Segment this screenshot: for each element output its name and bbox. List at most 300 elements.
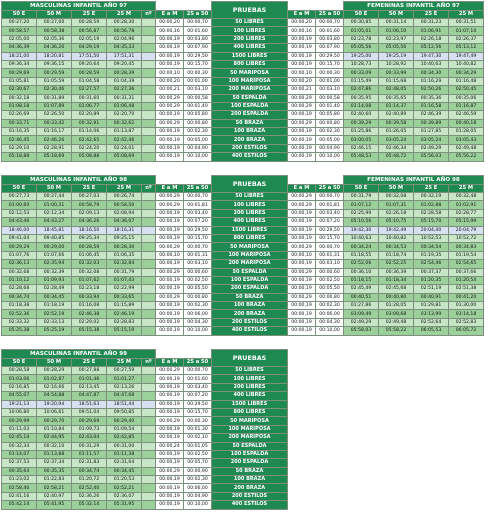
conversion-cell: 00:00,20 — [288, 77, 316, 85]
conversion-cell: 00:02,30 — [184, 476, 212, 484]
event-name: 50 ESPALDA — [212, 94, 288, 102]
time-cell: 01:23,02 — [2, 476, 37, 484]
conversion-cell: 00:05,50 — [184, 285, 212, 293]
event-name: 200 ESTILOS — [212, 144, 288, 152]
time-cell: 00:28,58 — [2, 367, 37, 375]
time-cell: 01:20,53 — [107, 476, 142, 484]
time-cell: 02:20,70 — [107, 111, 142, 119]
event-name: 400 ESTILOS — [212, 153, 288, 161]
event-name: 50 BRAZA — [212, 293, 288, 301]
conversion-cell: 00:00,19 — [288, 144, 316, 152]
time-cell: 02:05,00 — [2, 35, 37, 43]
table-row — [2, 44, 484, 52]
number-cell — [142, 260, 156, 268]
conversion-cell: 00:00,24 — [156, 442, 184, 450]
column-header: 25 M — [449, 11, 484, 19]
column-header: 25 E — [414, 11, 449, 19]
time-cell: 17:51,31 — [107, 52, 142, 60]
time-cell: 00:29,69 — [72, 417, 107, 425]
column-header: 50 M — [379, 185, 414, 193]
conversion-cell: 00:00,29 — [288, 268, 316, 276]
conversion-cell: 00:00,19 — [156, 327, 184, 335]
time-cell: 05:12,56 — [414, 44, 449, 52]
table-row — [2, 442, 288, 450]
time-cell: 01:28,05 — [449, 128, 484, 136]
number-cell — [142, 119, 156, 127]
number-cell — [142, 19, 156, 27]
conversion-cell: 00:00,19 — [288, 285, 316, 293]
time-cell: 00:34,24 — [344, 243, 379, 251]
time-cell: 19:21,13 — [2, 400, 37, 408]
event-name: 400 ESTILOS — [212, 501, 288, 509]
time-cell: 00:26,74 — [107, 193, 142, 201]
conversion-cell: 00:00,70 — [316, 193, 344, 201]
conversion-cell: 00:03,40 — [184, 383, 212, 391]
time-cell: 00:27,44 — [37, 193, 72, 201]
number-cell — [142, 383, 156, 391]
time-cell: 05:18,88 — [2, 153, 37, 161]
number-cell — [142, 86, 156, 94]
time-cell: 01:18,38 — [2, 302, 37, 310]
conversion-cell: 00:00,29 — [156, 268, 184, 276]
number-cell — [142, 251, 156, 259]
conversion-cell: 00:00,29 — [288, 293, 316, 301]
time-cell: 19:25,00 — [344, 52, 379, 60]
event-name: 100 MARIPOSA — [212, 77, 288, 85]
conversion-cell: 00:03,80 — [184, 35, 212, 43]
time-cell: 02:24,20 — [72, 144, 107, 152]
conversion-cell: 00:02,50 — [184, 276, 212, 284]
conversion-cell: 00:00,19 — [288, 35, 316, 43]
conversion-cell: 00:00,19 — [156, 60, 184, 68]
event-name: 50 ESPALDA — [212, 442, 288, 450]
number-cell — [142, 94, 156, 102]
time-cell: 02:50,26 — [414, 86, 449, 94]
time-cell: 20:04,79 — [449, 226, 484, 234]
number-cell — [142, 226, 156, 234]
conversion-cell: 00:00,30 — [184, 69, 212, 77]
conversion-cell: 00:04,90 — [184, 144, 212, 152]
event-name: 200 BRAZA — [212, 136, 288, 144]
conversion-cell: 00:05,00 — [184, 136, 212, 144]
time-cell: 02:58,21 — [37, 484, 72, 492]
time-cell: 02:43,04 — [72, 434, 107, 442]
conversion-cell: 00:15,70 — [184, 60, 212, 68]
number-cell — [142, 459, 156, 467]
time-cell: 09:25,15 — [107, 234, 142, 242]
conversion-cell: 00:01,31 — [184, 251, 212, 259]
number-cell — [142, 417, 156, 425]
time-cell: 05:25,38 — [2, 327, 37, 335]
time-cell: 05:58,03 — [344, 327, 379, 335]
time-cell: 02:32,03 — [72, 260, 107, 268]
conversion-cell: 00:00,19 — [288, 128, 316, 136]
conversion-cell: 00:03,10 — [316, 260, 344, 268]
time-cell: 00:40,80 — [379, 293, 414, 301]
time-cell: 00:31,89 — [37, 94, 72, 102]
time-cell: 02:26,69 — [2, 111, 37, 119]
time-cell: 00:32,91 — [72, 119, 107, 127]
conversion-cell: 00:00,29 — [156, 193, 184, 201]
time-cell: 02:23,78 — [344, 35, 379, 43]
column-header: 25 a 50 — [184, 11, 212, 19]
conversion-cell: 00:07,20 — [184, 392, 212, 400]
time-cell: 20:04,40 — [414, 226, 449, 234]
number-cell — [142, 128, 156, 136]
time-cell: 01:03,06 — [2, 375, 37, 383]
conversion-cell: 00:00,21 — [288, 86, 316, 94]
conversion-cell: 00:00,19 — [156, 383, 184, 391]
conversion-cell: 00:00,19 — [156, 276, 184, 284]
time-cell: 01:02,91 — [449, 201, 484, 209]
conversion-cell: 00:00,29 — [156, 102, 184, 110]
conversion-cell: 00:00,29 — [156, 94, 184, 102]
number-cell — [142, 450, 156, 458]
table-row — [2, 417, 288, 425]
conversion-cell: 00:00,16 — [288, 27, 316, 35]
number-cell — [142, 102, 156, 110]
time-cell: 02:42,85 — [107, 434, 142, 442]
conversion-cell: 00:00,19 — [156, 492, 184, 500]
time-cell: 19:47,49 — [449, 52, 484, 60]
conversion-cell: 00:05,80 — [184, 111, 212, 119]
time-cell: 00:32,19 — [414, 193, 449, 201]
event-name: 100 ESPALDA — [212, 102, 288, 110]
table-row — [2, 77, 484, 85]
time-cell: 05:56,22 — [449, 153, 484, 161]
time-cell: 00:35,35 — [37, 467, 72, 475]
time-cell: 10:52,53 — [414, 234, 449, 242]
conversion-cell: 00:02,50 — [316, 276, 344, 284]
time-cell: 09:36,34 — [2, 60, 37, 68]
time-cell: 02:25,99 — [344, 209, 379, 217]
conversion-cell: 00:00,19 — [288, 226, 316, 234]
conversion-cell: 00:10,00 — [184, 153, 212, 161]
conversion-cell: 00:01,00 — [184, 77, 212, 85]
time-cell: 01:05,81 — [2, 77, 37, 85]
conversion-cell: 00:00,58 — [316, 94, 344, 102]
time-cell: 01:06,35 — [107, 251, 142, 259]
conversion-cell: 00:00,19 — [156, 153, 184, 161]
time-cell: 00:58,50 — [107, 201, 142, 209]
time-cell: 00:33,94 — [72, 293, 107, 301]
event-name: 100 LIBRES — [212, 375, 288, 383]
time-cell: 02:54,46 — [414, 260, 449, 268]
time-cell: 01:05,01 — [344, 27, 379, 35]
table-row — [2, 383, 288, 391]
conversion-cell: 00:00,10 — [156, 251, 184, 259]
number-cell — [142, 35, 156, 43]
time-cell: 00:34,30 — [414, 69, 449, 77]
time-cell: 02:27,57 — [72, 86, 107, 94]
time-cell: 00:34,83 — [449, 243, 484, 251]
time-cell: 00:31,60 — [72, 94, 107, 102]
time-cell: 00:32,39 — [37, 268, 72, 276]
time-cell: 00:32,62 — [107, 119, 142, 127]
conversion-cell: 00:00,29 — [156, 201, 184, 209]
time-cell: 18:20,81 — [37, 52, 72, 60]
number-cell — [142, 218, 156, 226]
number-cell — [142, 400, 156, 408]
time-cell: 05:32,14 — [72, 501, 107, 509]
time-cell: 00:34,53 — [379, 243, 414, 251]
time-cell: 00:58,38 — [37, 27, 72, 35]
table-row — [2, 367, 288, 375]
conversion-cell: 00:04,30 — [316, 318, 344, 326]
time-cell: 01:22,83 — [37, 476, 72, 484]
time-cell: 05:56,03 — [414, 153, 449, 161]
time-cell: 01:11,57 — [72, 450, 107, 458]
event-name: 800 LIBRES — [212, 60, 288, 68]
time-cell: 01:13,87 — [107, 128, 142, 136]
number-cell — [142, 476, 156, 484]
number-cell — [142, 69, 156, 77]
time-cell: 00:35,64 — [2, 467, 37, 475]
table-row — [2, 19, 484, 27]
conversion-cell: 00:00,29 — [288, 243, 316, 251]
time-cell: 00:56,78 — [107, 27, 142, 35]
time-cell: 01:07,66 — [37, 251, 72, 259]
time-cell: 02:33,32 — [2, 318, 37, 326]
conversion-cell: 00:00,29 — [288, 119, 316, 127]
conversion-cell: 00:00,29 — [156, 119, 184, 127]
time-cell: 01:13,88 — [37, 450, 72, 458]
number-cell — [142, 293, 156, 301]
conversion-cell: 00:00,19 — [156, 144, 184, 152]
time-cell: 05:15,38 — [72, 327, 107, 335]
conversion-cell: 00:04,90 — [184, 492, 212, 500]
time-cell: 01:07,10 — [449, 27, 484, 35]
time-cell: 09:20,64 — [72, 60, 107, 68]
time-cell: 02:46,26 — [37, 136, 72, 144]
time-cell: 01:04,39 — [107, 77, 142, 85]
conversion-cell: 00:05,50 — [316, 285, 344, 293]
time-cell: 01:01,27 — [107, 375, 142, 383]
time-cell: 01:20,72 — [72, 476, 107, 484]
event-name: 50 MARIPOSA — [212, 417, 288, 425]
time-cell: 01:01,46 — [72, 375, 107, 383]
column-header: 25 M — [449, 185, 484, 193]
conversion-cell: 00:00,19 — [156, 484, 184, 492]
conversion-cell: 00:00,19 — [156, 476, 184, 484]
conversion-cell: 00:03,10 — [184, 260, 212, 268]
time-cell: 01:04,58 — [72, 77, 107, 85]
conversion-cell: 00:00,20 — [288, 19, 316, 27]
time-cell: 02:20,89 — [72, 111, 107, 119]
number-cell — [142, 318, 156, 326]
time-cell: 00:27,00 — [37, 19, 72, 27]
time-cell: 05:10,75 — [379, 218, 414, 226]
time-cell: 02:26,50 — [37, 111, 72, 119]
table-infantil-98 — [1, 175, 484, 336]
table-row — [2, 201, 484, 209]
spacer — [156, 350, 212, 359]
conversion-cell: 00:00,19 — [156, 44, 184, 52]
conversion-cell: 00:03,40 — [316, 209, 344, 217]
column-header: 25 M — [107, 359, 142, 367]
time-cell: 02:46,19 — [107, 310, 142, 318]
conversion-cell: 00:01,60 — [184, 27, 212, 35]
event-name: 200 ESTILOS — [212, 492, 288, 500]
time-cell: 02:36,26 — [72, 492, 107, 500]
time-cell: 00:34,54 — [414, 243, 449, 251]
time-cell: 00:29,70 — [37, 417, 72, 425]
conversion-cell: 00:00,19 — [156, 318, 184, 326]
time-cell: 00:33,09 — [344, 69, 379, 77]
table-row — [2, 260, 484, 268]
right-title: FEMENINAS INFANTIL AÑO 97 — [344, 2, 484, 11]
time-cell: 02:51,38 — [449, 285, 484, 293]
time-cell: 02:31,64 — [107, 459, 142, 467]
conversion-cell: 00:07,90 — [316, 44, 344, 52]
event-name: 200 LIBRES — [212, 383, 288, 391]
time-cell: 02:35,94 — [37, 260, 72, 268]
column-header: 25 M — [107, 185, 142, 193]
time-cell: 05:41,95 — [37, 501, 72, 509]
left-title: MASCULINAS INFANTIL AÑO 98 — [2, 176, 156, 185]
time-cell: 01:11,38 — [107, 450, 142, 458]
conversion-cell: 00:01,31 — [316, 251, 344, 259]
time-cell: 00:35,06 — [449, 94, 484, 102]
event-name: 800 LIBRES — [212, 408, 288, 416]
time-cell: 00:37,37 — [414, 268, 449, 276]
time-cell: 03:05,43 — [449, 136, 484, 144]
time-cell: 17:51,50 — [72, 52, 107, 60]
conversion-cell: 00:15,70 — [316, 234, 344, 242]
time-cell: 02:04,96 — [107, 35, 142, 43]
conversion-cell: 00:05,70 — [184, 459, 212, 467]
time-cell: 00:58,57 — [2, 27, 37, 35]
conversion-cell: 00:00,19 — [288, 260, 316, 268]
table-row — [2, 327, 484, 335]
column-header: E a M — [156, 185, 184, 193]
time-cell: 01:07,76 — [2, 251, 37, 259]
table-row — [2, 276, 484, 284]
time-cell: 03:05,24 — [379, 136, 414, 144]
time-cell: 09:40,85 — [37, 234, 72, 242]
time-cell: 18:16,50 — [72, 226, 107, 234]
number-cell — [142, 327, 156, 335]
time-cell: 01:06,10 — [379, 27, 414, 35]
conversion-cell: 00:00,70 — [316, 19, 344, 27]
times-table — [1, 175, 484, 336]
time-cell: 00:32,18 — [2, 94, 37, 102]
time-cell: 00:31,14 — [379, 19, 414, 27]
conversion-cell: 00:15,70 — [184, 234, 212, 242]
conversion-cell: 00:00,19 — [156, 234, 184, 242]
number-cell — [142, 501, 156, 509]
conversion-cell: 00:01,40 — [184, 102, 212, 110]
column-header: 50 M — [379, 11, 414, 19]
time-cell: 09:50,85 — [107, 408, 142, 416]
conversion-cell: 00:03,10 — [316, 86, 344, 94]
event-name: 100 MARIPOSA — [212, 425, 288, 433]
time-cell: 02:42,46 — [107, 136, 142, 144]
conversion-cell: 00:00,30 — [184, 417, 212, 425]
time-cell: 05:15,99 — [449, 218, 484, 226]
time-cell: 04:36,39 — [2, 44, 37, 52]
table-row — [2, 293, 484, 301]
time-cell: 01:20,54 — [449, 276, 484, 284]
conversion-cell: 00:06,00 — [316, 310, 344, 318]
conversion-cell: 00:00,20 — [156, 77, 184, 85]
time-cell: 00:29,40 — [107, 417, 142, 425]
conversion-cell: 00:10,00 — [316, 327, 344, 335]
column-header: 25 a 50 — [316, 185, 344, 193]
event-name: 400 LIBRES — [212, 44, 288, 52]
time-cell: 10:40,82 — [379, 234, 414, 242]
time-cell: 01:27,85 — [414, 128, 449, 136]
conversion-cell: 00:00,29 — [288, 193, 316, 201]
conversion-cell: 00:00,19 — [156, 392, 184, 400]
times-table — [1, 1, 484, 162]
event-name: 50 BRAZA — [212, 119, 288, 127]
conversion-cell: 00:00,29 — [156, 293, 184, 301]
time-cell: 09:41,04 — [2, 234, 37, 242]
time-cell: 04:36,07 — [107, 218, 142, 226]
time-cell: 05:18,69 — [37, 153, 72, 161]
event-name: 200 LIBRES — [212, 209, 288, 217]
left-title: MASCULINAS INFANTIL AÑO 99 — [2, 350, 156, 359]
time-cell: 02:32,84 — [107, 260, 142, 268]
conversion-cell: 00:02,30 — [316, 302, 344, 310]
time-cell: 01:14,07 — [2, 450, 37, 458]
column-header: 50 M — [37, 359, 72, 367]
number-cell — [142, 276, 156, 284]
conversion-cell: 00:00,19 — [288, 153, 316, 161]
table-row — [2, 310, 484, 318]
conversion-cell: 00:29,50 — [184, 226, 212, 234]
table-row — [2, 52, 484, 60]
number-cell — [142, 193, 156, 201]
time-cell: 00:31,51 — [449, 19, 484, 27]
time-cell: 00:28,59 — [72, 69, 107, 77]
event-name: 1500 LIBRES — [212, 400, 288, 408]
times-table — [1, 349, 288, 510]
conversion-cell: 00:00,80 — [316, 119, 344, 127]
time-cell: 01:14,37 — [379, 102, 414, 110]
number-cell — [142, 434, 156, 442]
table-row — [2, 459, 288, 467]
time-cell: 01:11,03 — [2, 425, 37, 433]
time-cell: 04:29,19 — [72, 44, 107, 52]
time-cell: 01:16,29 — [414, 77, 449, 85]
conversion-cell: 00:01,81 — [316, 201, 344, 209]
time-cell: 19:25,19 — [379, 52, 414, 60]
time-cell: 01:18,55 — [344, 251, 379, 259]
time-cell: 02:28,91 — [37, 144, 72, 152]
time-cell: 04:54,88 — [37, 392, 72, 400]
time-cell: 00:40,18 — [449, 119, 484, 127]
conversion-cell: 00:05,80 — [316, 111, 344, 119]
column-header: 50 E — [344, 11, 379, 19]
number-cell — [142, 44, 156, 52]
time-cell: 03:09,68 — [379, 310, 414, 318]
time-cell: 01:18,15 — [344, 276, 379, 284]
time-cell: 02:24,01 — [107, 144, 142, 152]
time-cell: 02:26,18 — [414, 35, 449, 43]
time-cell: 02:36,07 — [107, 492, 142, 500]
conversion-cell: 00:00,20 — [156, 19, 184, 27]
number-cell — [142, 408, 156, 416]
time-cell: 10:40,63 — [414, 60, 449, 68]
time-cell: 01:07,31 — [379, 201, 414, 209]
time-cell: 05:42,14 — [2, 501, 37, 509]
time-cell: 02:16,85 — [2, 383, 37, 391]
conversion-cell: 00:03,40 — [184, 209, 212, 217]
time-cell: 00:40,91 — [414, 293, 449, 301]
pruebas-header: PRUEBAS — [212, 350, 288, 367]
